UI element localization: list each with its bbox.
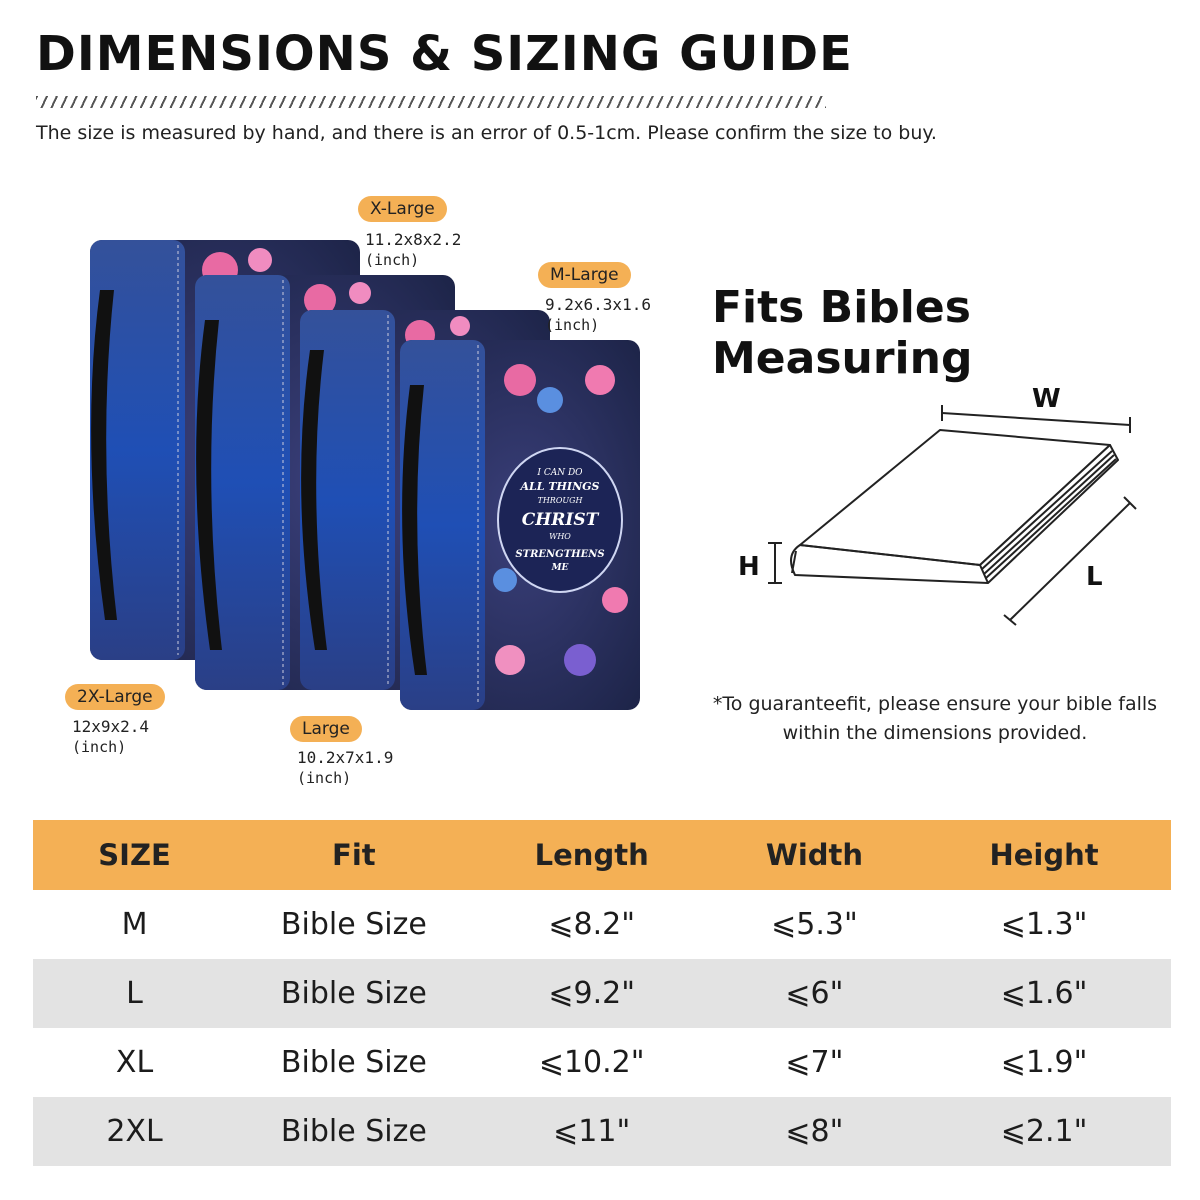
cell-width: ⩽5.3" bbox=[771, 907, 858, 942]
table-row bbox=[33, 1097, 1171, 1166]
cell-width: ⩽6" bbox=[712, 959, 917, 1028]
cell-height: ⩽1.9" bbox=[1000, 1045, 1088, 1080]
table-row bbox=[33, 959, 1171, 1028]
fit-note: *To guaranteefit, please ensure your bible falls within the dimensions provided. bbox=[712, 693, 1158, 744]
size-dims-2x-large: 12x9x2.4 (inch) bbox=[72, 717, 150, 756]
size-tag-x-large: X-Large bbox=[358, 196, 447, 222]
width-label: W bbox=[1032, 384, 1061, 414]
cell-length: ⩽11" bbox=[472, 1097, 712, 1166]
size-dims-x-large: 11.2x8x2.2 (inch) bbox=[365, 230, 462, 269]
verse-line-1: I CAN DO bbox=[537, 468, 583, 478]
header-length: Length bbox=[472, 820, 712, 890]
fits-title: Fits Bibles Measuring bbox=[712, 282, 973, 384]
cover-m-large bbox=[400, 340, 640, 710]
size-tag-2x-large: 2X-Large bbox=[65, 684, 165, 710]
table-header-row bbox=[33, 820, 1171, 890]
verse-line-6: STRENGTHENS bbox=[515, 549, 605, 560]
cell-size: XL bbox=[115, 1045, 154, 1080]
header-width: Width bbox=[712, 820, 917, 890]
cell-height: ⩽1.6" bbox=[917, 959, 1171, 1028]
size-dims-large: 10.2x7x1.9 (inch) bbox=[297, 748, 394, 787]
cell-height: ⩽1.3" bbox=[1000, 907, 1088, 942]
page-title: DIMENSIONS & SIZING GUIDE bbox=[36, 26, 853, 82]
size-tag-m-large: M-Large bbox=[538, 262, 631, 288]
table-row bbox=[33, 1028, 1171, 1097]
cell-length: ⩽8.2" bbox=[548, 907, 636, 942]
size-table bbox=[33, 820, 1171, 1166]
cell-length: ⩽9.2" bbox=[472, 959, 712, 1028]
header-height: Height bbox=[917, 820, 1171, 890]
height-label: H bbox=[738, 552, 760, 582]
product-image bbox=[60, 190, 660, 800]
verse-line-4: CHRIST bbox=[521, 510, 599, 530]
length-label: L bbox=[1086, 562, 1103, 592]
cell-size: L bbox=[33, 959, 236, 1028]
cell-fit: Bible Size bbox=[280, 907, 427, 942]
cell-fit: Bible Size bbox=[236, 959, 472, 1028]
verse-line-3: THROUGH bbox=[537, 496, 583, 505]
verse-line-7: ME bbox=[551, 563, 569, 573]
size-dims-m-large: 9.2x6.3x1.6 (inch) bbox=[545, 295, 651, 334]
cell-width: ⩽8" bbox=[712, 1097, 917, 1166]
cell-length: ⩽10.2" bbox=[538, 1045, 645, 1080]
size-tag-large: Large bbox=[290, 716, 362, 742]
cell-fit: Bible Size bbox=[236, 1097, 472, 1166]
verse-line-5: WHO bbox=[549, 532, 571, 541]
cell-size: M bbox=[121, 907, 148, 942]
header-fit: Fit bbox=[236, 820, 472, 890]
cell-width: ⩽7" bbox=[785, 1045, 844, 1080]
cell-fit: Bible Size bbox=[280, 1045, 427, 1080]
cell-size: 2XL bbox=[33, 1097, 236, 1166]
cell-height: ⩽2.1" bbox=[917, 1097, 1171, 1166]
header-size: SIZE bbox=[33, 820, 236, 890]
table-row bbox=[33, 890, 1171, 959]
book-measuring-diagram bbox=[730, 375, 1150, 645]
page-subtitle: The size is measured by hand, and there is an error of 0.5-1cm. Please confirm the size to buy. bbox=[36, 122, 937, 144]
verse-line-2: ALL THINGS bbox=[520, 480, 600, 493]
title-underline bbox=[36, 96, 826, 108]
